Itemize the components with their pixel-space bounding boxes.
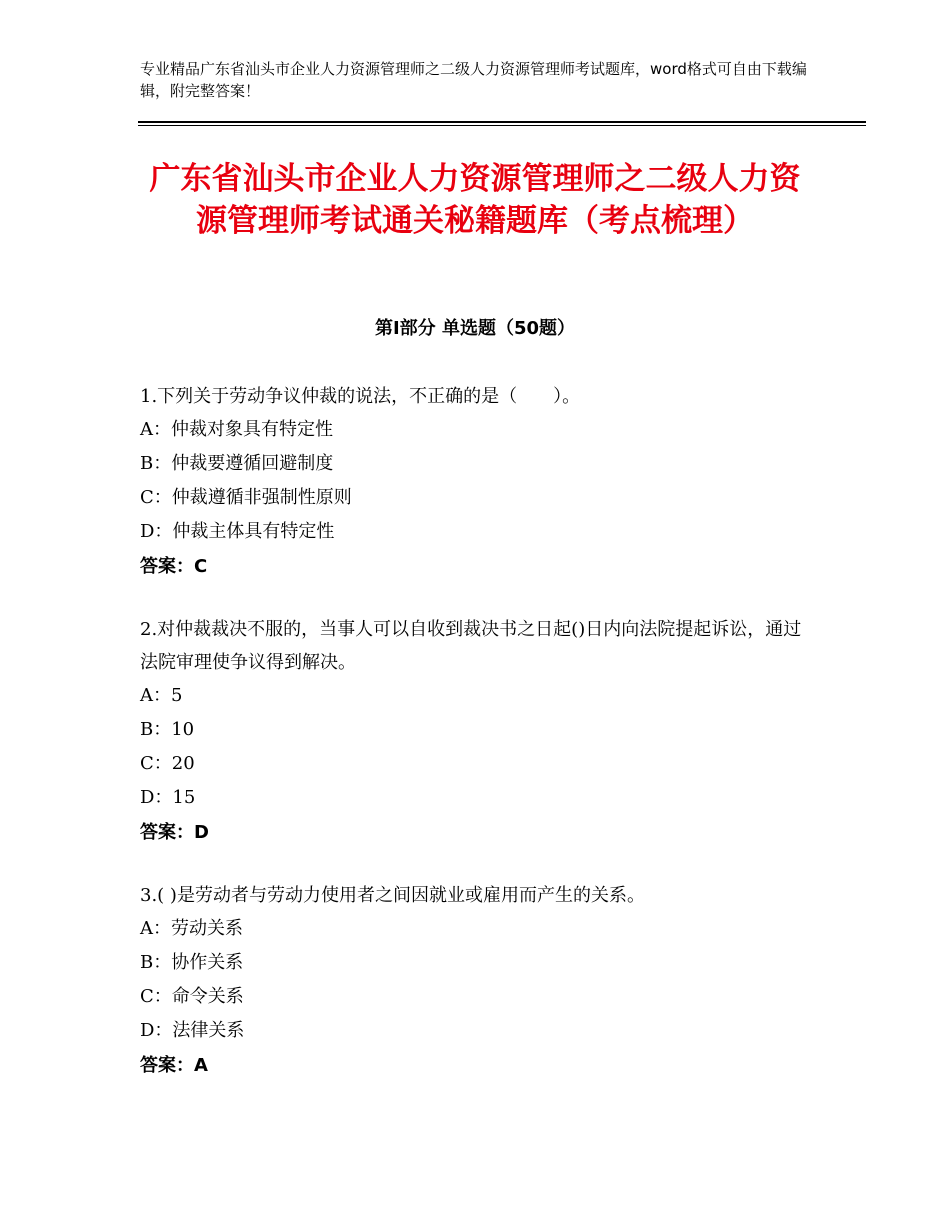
question-stem: 3.( )是劳动者与劳动力使用者之间因就业或雇用而产生的关系。 — [140, 885, 645, 906]
question-stem: 2.对仲裁裁决不服的，当事人可以自收到裁决书之日起()日内向法院提起诉讼，通过法院审理使争议得到解决。 — [140, 619, 802, 673]
answer: 答案：C — [140, 556, 208, 577]
answer: 答案：D — [140, 822, 209, 843]
option-b: B：协作关系 — [140, 952, 244, 973]
question-3 — [140, 879, 810, 1084]
option-c: C：20 — [140, 753, 195, 774]
option-a: A：劳动关系 — [140, 918, 243, 939]
question-2 — [140, 613, 810, 851]
option-b: B：10 — [140, 719, 195, 740]
section-heading: 第Ⅰ部分 单选题（50题） — [374, 318, 575, 339]
option-a: A：5 — [140, 685, 183, 706]
document-title: 广东省汕头市企业人力资源管理师之二级人力资源管理师考试通关秘籍题库（考点梳理） — [149, 161, 801, 239]
option-d: D：15 — [140, 787, 196, 808]
option-b: B：仲裁要遵循回避制度 — [140, 453, 334, 474]
option-d: D：法律关系 — [140, 1020, 245, 1041]
option-c: C：命令关系 — [140, 986, 244, 1007]
option-a: A：仲裁对象具有特定性 — [140, 419, 333, 440]
option-d: D：仲裁主体具有特定性 — [140, 521, 335, 542]
header-rule-thick — [138, 121, 866, 123]
header-note: 专业精品广东省汕头市企业人力资源管理师之二级人力资源管理师考试题库，word格式可自由下载编辑，附完整答案！ — [140, 60, 807, 100]
question-stem: 1.下列关于劳动争议仲裁的说法，不正确的是（ ）。 — [140, 386, 581, 407]
question-list — [140, 380, 810, 1112]
question-1 — [140, 380, 810, 585]
header-rule-thin — [138, 125, 866, 126]
answer: 答案：A — [140, 1055, 208, 1076]
option-c: C：仲裁遵循非强制性原则 — [140, 487, 352, 508]
